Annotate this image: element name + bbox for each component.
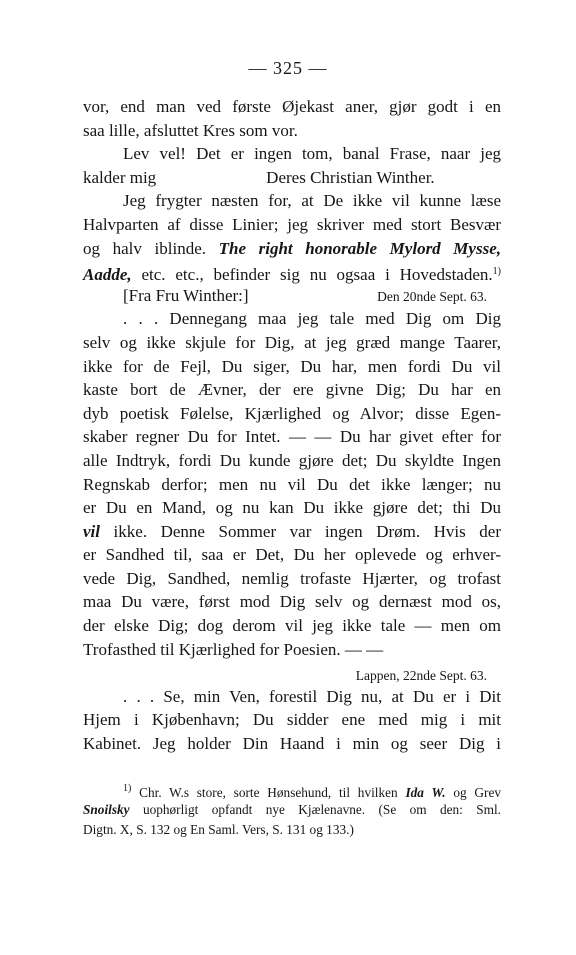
text-line: dyb poetisk Følelse, Kjærlighed og Alvor; disse Egen- <box>83 403 501 423</box>
text-fragment: etc. etc., befinder sig nu ogsaa i Hovedstaden. <box>141 265 493 285</box>
text-line: Kabinet. Jeg holder Din Haand i min og seer Dig i <box>83 734 501 754</box>
text-line: . . . Dennegang maa jeg tale med Dig om Dig <box>123 309 501 329</box>
text-line: Halvparten af disse Linier; jeg skriver med stort Besvær <box>83 214 501 234</box>
text-fragment: Chr. W.s store, sorte Hønsehund, til hvilken <box>139 785 398 800</box>
text-line: alle Indtryk, fordi Du kunde gjøre det; Du skyldte Ingen <box>83 450 501 470</box>
signature: Deres Christian Winther. <box>266 167 435 187</box>
header-line <box>83 284 501 308</box>
text-line: ikke for de Fejl, Du siger, Du har, men fordi Du vil <box>83 356 501 376</box>
text-line: Lev vel! Det er ingen tom, banal Frase, naar jeg <box>123 144 501 164</box>
text-line <box>83 237 501 261</box>
letter-date: Den 20nde Sept. 63. <box>377 288 487 304</box>
italic-title: The right honorable Mylord Mysse, <box>218 238 501 258</box>
page-number: — 325 — <box>248 58 328 78</box>
italic-title: Aadde, <box>83 265 132 285</box>
text-line: skaber regner Du for Intet. — — Du har givet efter for <box>83 427 501 447</box>
text-fragment: og halv iblinde. <box>83 238 206 258</box>
text-line: der elske Dig; dog derom vil jeg ikke tale — men om <box>83 616 501 636</box>
footnote-ref: 1) <box>492 266 501 278</box>
footnote-marker: 1) <box>123 783 132 794</box>
text-line <box>83 260 501 284</box>
text-line: vede Dig, Sandhed, nemlig trofaste Hjærter, og trofast <box>83 568 501 588</box>
text-line: kaste bort de Ævner, der ere givne Dig; Du har en <box>83 380 501 400</box>
text-line: vor, end man ved første Øjekast aner, gjør godt i en <box>83 97 501 116</box>
italic-name: Snoilsky <box>83 801 130 817</box>
letter-text <box>83 95 501 756</box>
text-line: Jeg frygter næsten for, at De ikke vil kunne læse <box>123 191 501 211</box>
letter-date: Lappen, 22nde Sept. 63. <box>355 668 487 684</box>
text-line: Trofasthed til Kjærlighed for Poesien. — — <box>83 639 384 659</box>
text-line: . . . Se, min Ven, forestil Dig nu, at Du er i Dit <box>123 686 501 706</box>
text-line: er Sandhed til, saa er Det, Du her oplevede og erhver- <box>83 545 501 565</box>
text-line: Hjem i Kjøbenhavn; Du sidder ene med mig i mit <box>83 710 501 730</box>
text-line <box>83 520 501 544</box>
text-line: Regnskab derfor; men nu vil Du det ikke længer; nu <box>83 474 501 494</box>
footnote-line <box>83 779 501 800</box>
text-fragment: og Grev <box>453 785 502 800</box>
text-fragment: uophørligt opfandt nye Kjælenavne. (Se om den: Sml. <box>142 801 501 817</box>
signature-line <box>83 166 501 190</box>
footnote-line: Digtn. X, S. 132 og En Saml. Vers, S. 131 og 133.) <box>83 822 354 837</box>
footnote-line <box>83 800 501 821</box>
text-line: er Du en Mand, og nu kan Du ikke gjøre det; thi Du <box>83 498 501 518</box>
footnote <box>83 779 501 841</box>
letter-source: [Fra Fru Winther:] <box>123 285 249 305</box>
text-fragment: ikke. Denne Sommer var ingen Drøm. Hvis der <box>113 521 502 541</box>
text-line: maa Du være, først mod Dig selv og dernæst mod os, <box>83 592 501 612</box>
text-fragment: kalder mig <box>83 167 157 187</box>
italic-name: Ida W. <box>405 785 446 800</box>
text-line: selv og ikke skjule for Dig, at jeg græd mange Taarer, <box>83 332 501 352</box>
text-line: saa lille, afsluttet Kres som vor. <box>83 120 298 140</box>
header-line <box>83 661 501 685</box>
italic-word: vil <box>83 521 100 541</box>
